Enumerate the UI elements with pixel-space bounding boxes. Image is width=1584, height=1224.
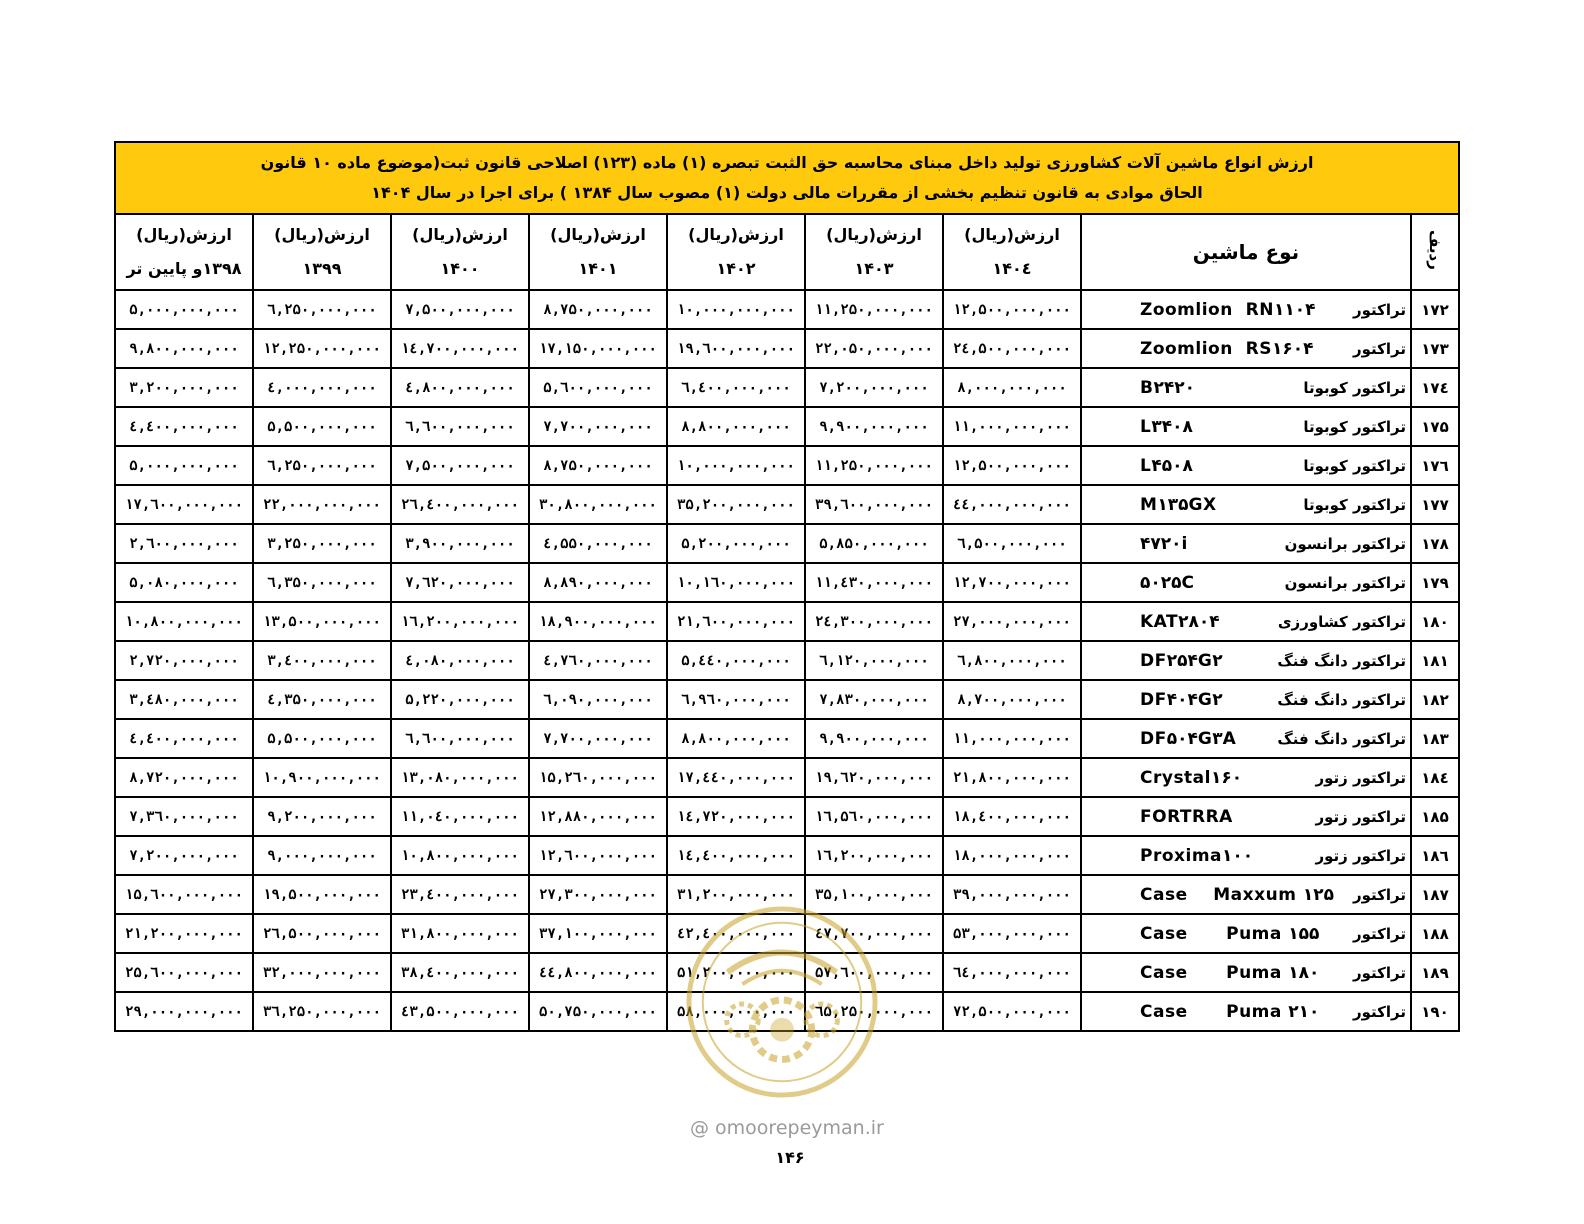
- header-year: ۱۴۰۱: [578, 259, 618, 278]
- row-number: ۱۷۹: [1411, 563, 1459, 602]
- value-cell: ۲٤,۵۰۰,۰۰۰,۰۰۰: [943, 329, 1081, 368]
- value-cell: ٦,٦۰۰,۰۰۰,۰۰۰: [391, 407, 529, 446]
- header-value-label: ارزش(ریال): [550, 225, 646, 244]
- value-cell: ۳,۹۰۰,۰۰۰,۰۰۰: [391, 524, 529, 563]
- row-number: ۱۸۷: [1411, 875, 1459, 914]
- value-cell: ۵,٤٤۰,۰۰۰,۰۰۰: [667, 641, 805, 680]
- value-cell: ۳۱,۲۰۰,۰۰۰,۰۰۰: [667, 875, 805, 914]
- machine-model: DF۲۵۴G۲: [1140, 650, 1223, 671]
- machine-cell: [1081, 524, 1411, 563]
- value-cell: ٤۲,٤۰۰,۰۰۰,۰۰۰: [667, 914, 805, 953]
- header-year-1400: [391, 214, 529, 290]
- value-cell: ۲٦,٤۰۰,۰۰۰,۰۰۰: [391, 485, 529, 524]
- header-value-label: ارزش(ریال): [274, 225, 370, 244]
- machine-cell: [1081, 953, 1411, 992]
- value-cell: ۱۰,۰۰۰,۰۰۰,۰۰۰: [667, 446, 805, 485]
- value-cell: ٦,۳۵۰,۰۰۰,۰۰۰: [253, 563, 391, 602]
- header-year: ۱۳۹۹: [302, 259, 342, 278]
- value-cell: ٤,۰۰۰,۰۰۰,۰۰۰: [253, 368, 391, 407]
- value-cell: ۱۹,٦۰۰,۰۰۰,۰۰۰: [667, 329, 805, 368]
- value-cell: ۳٦,۲۵۰,۰۰۰,۰۰۰: [253, 992, 391, 1031]
- value-cell: ٤,۸۰۰,۰۰۰,۰۰۰: [391, 368, 529, 407]
- value-cell: ۳,۲۵۰,۰۰۰,۰۰۰: [253, 524, 391, 563]
- value-cell: ۲۲,۰۵۰,۰۰۰,۰۰۰: [805, 329, 943, 368]
- table-row: [115, 407, 1459, 446]
- value-cell: ۳۵,۲۰۰,۰۰۰,۰۰۰: [667, 485, 805, 524]
- value-cell: ٤,۳۵۰,۰۰۰,۰۰۰: [253, 680, 391, 719]
- machine-model: Case Puma ۲۱۰: [1140, 1001, 1320, 1022]
- value-cell: ٦,٦۰۰,۰۰۰,۰۰۰: [391, 719, 529, 758]
- row-number: ۱۷۲: [1411, 290, 1459, 329]
- header-row-number: ردیف: [1426, 230, 1444, 270]
- header-value-label: ارزش(ریال): [964, 225, 1060, 244]
- table-row: [115, 563, 1459, 602]
- value-cell: ۱۱,۲۵۰,۰۰۰,۰۰۰: [805, 290, 943, 329]
- value-cell: ٦,۱۲۰,۰۰۰,۰۰۰: [805, 641, 943, 680]
- row-number: ۱۸۹: [1411, 953, 1459, 992]
- row-number: ۱۷۵: [1411, 407, 1459, 446]
- value-cell: ۱۱,٤۳۰,۰۰۰,۰۰۰: [805, 563, 943, 602]
- seal-watermark-icon: [683, 903, 881, 1101]
- value-cell: ۱۳,۵۰۰,۰۰۰,۰۰۰: [253, 602, 391, 641]
- value-cell: ۲۹,۰۰۰,۰۰۰,۰۰۰: [115, 992, 253, 1031]
- machine-cell: [1081, 602, 1411, 641]
- machine-type: تراکتور دانگ فنگ: [1277, 690, 1406, 709]
- value-cell: ٤۳,۵۰۰,۰۰۰,۰۰۰: [391, 992, 529, 1031]
- value-cell: ۱۰,۹۰۰,۰۰۰,۰۰۰: [253, 758, 391, 797]
- header-year-1404: [943, 214, 1081, 290]
- value-cell: ۱۰,۸۰۰,۰۰۰,۰۰۰: [391, 836, 529, 875]
- machine-model: Crystal۱۶۰: [1140, 767, 1243, 788]
- machine-model: L۴۵۰۸: [1140, 455, 1193, 476]
- value-cell: ۱۲,۷۰۰,۰۰۰,۰۰۰: [943, 563, 1081, 602]
- value-cell: ۱٦,۲۰۰,۰۰۰,۰۰۰: [805, 836, 943, 875]
- header-value-label: ارزش(ریال): [826, 225, 922, 244]
- machine-type: تراکتور کوبوتا: [1303, 378, 1406, 397]
- value-cell: ۵۸,۰۰۰,۰۰۰,۰۰۰: [667, 992, 805, 1031]
- machine-type: تراکتور دانگ فنگ: [1277, 729, 1406, 748]
- value-cell: ۹,۹۰۰,۰۰۰,۰۰۰: [805, 407, 943, 446]
- machine-type: تراکتور کوبوتا: [1303, 495, 1406, 514]
- value-cell: ۱۰,۸۰۰,۰۰۰,۰۰۰: [115, 602, 253, 641]
- row-number: ۱۸۳: [1411, 719, 1459, 758]
- machine-model: B۲۴۲۰: [1140, 377, 1195, 398]
- header-value-label: ارزش(ریال): [688, 225, 784, 244]
- header-value-label: ارزش(ریال): [136, 225, 232, 244]
- value-cell: ۳۱,۸۰۰,۰۰۰,۰۰۰: [391, 914, 529, 953]
- value-cell: ٦,۲۵۰,۰۰۰,۰۰۰: [253, 446, 391, 485]
- machine-model: Case Puma ۱۸۰: [1140, 962, 1320, 983]
- machine-type: تراکتور دانگ فنگ: [1277, 651, 1406, 670]
- table-row: [115, 641, 1459, 680]
- value-cell: ۱٤,۷۰۰,۰۰۰,۰۰۰: [391, 329, 529, 368]
- value-cell: ۱۵,۲٦۰,۰۰۰,۰۰۰: [529, 758, 667, 797]
- value-cell: ۱۷,٦۰۰,۰۰۰,۰۰۰: [115, 485, 253, 524]
- title-cell: [115, 142, 1459, 214]
- value-cell: ٦,۲۵۰,۰۰۰,۰۰۰: [253, 290, 391, 329]
- value-cell: ۳۹,٦۰۰,۰۰۰,۰۰۰: [805, 485, 943, 524]
- value-cell: ۱٤,۷۲۰,۰۰۰,۰۰۰: [667, 797, 805, 836]
- machine-type: تراکتور زتور: [1315, 846, 1406, 865]
- header-year-1398: [115, 214, 253, 290]
- row-number: ۱۹۰: [1411, 992, 1459, 1031]
- machine-cell: [1081, 290, 1411, 329]
- value-cell: ۱۱,۰۰۰,۰۰۰,۰۰۰: [943, 719, 1081, 758]
- value-cell: ۱۸,٤۰۰,۰۰۰,۰۰۰: [943, 797, 1081, 836]
- machine-model: Case Maxxum ۱۲۵: [1140, 884, 1334, 905]
- row-number: ۱۷۷: [1411, 485, 1459, 524]
- machine-cell: [1081, 446, 1411, 485]
- machine-type: تراکتور کوبوتا: [1303, 417, 1406, 436]
- machine-type: تراکتور کوبوتا: [1303, 456, 1406, 475]
- header-year: ۱۴۰۳: [854, 259, 894, 278]
- row-number: ۱۷٤: [1411, 368, 1459, 407]
- value-cell: ۹,۲۰۰,۰۰۰,۰۰۰: [253, 797, 391, 836]
- header-year: ۱۴۰۰: [440, 259, 480, 278]
- value-cell: ٦٤,۰۰۰,۰۰۰,۰۰۰: [943, 953, 1081, 992]
- value-cell: ۳۹,۰۰۰,۰۰۰,۰۰۰: [943, 875, 1081, 914]
- value-cell: ۱۲,٦۰۰,۰۰۰,۰۰۰: [529, 836, 667, 875]
- value-cell: ۵۰,۷۵۰,۰۰۰,۰۰۰: [529, 992, 667, 1031]
- machine-model: FORTRRA: [1140, 806, 1233, 827]
- value-cell: ۲۷,۰۰۰,۰۰۰,۰۰۰: [943, 602, 1081, 641]
- machine-cell: [1081, 992, 1411, 1031]
- header-year: ۱۴۰٤: [992, 259, 1032, 278]
- machine-model: KAT۲۸۰۴: [1140, 611, 1220, 632]
- value-cell: ۲,۷۲۰,۰۰۰,۰۰۰: [115, 641, 253, 680]
- value-cell: ۱٦,۵٦۰,۰۰۰,۰۰۰: [805, 797, 943, 836]
- machine-cell: [1081, 329, 1411, 368]
- value-cell: ۷۲,۵۰۰,۰۰۰,۰۰۰: [943, 992, 1081, 1031]
- value-cell: ۵,۰۸۰,۰۰۰,۰۰۰: [115, 563, 253, 602]
- machine-type: تراکتور: [1353, 300, 1406, 319]
- value-cell: ۸,۷۲۰,۰۰۰,۰۰۰: [115, 758, 253, 797]
- value-cell: ٤٤,۰۰۰,۰۰۰,۰۰۰: [943, 485, 1081, 524]
- value-cell: ۵,۵۰۰,۰۰۰,۰۰۰: [253, 719, 391, 758]
- value-cell: ۵۱,۲۰۰,۰۰۰,۰۰۰: [667, 953, 805, 992]
- value-cell: ۱۸,۰۰۰,۰۰۰,۰۰۰: [943, 836, 1081, 875]
- value-cell: ۲۱,٦۰۰,۰۰۰,۰۰۰: [667, 602, 805, 641]
- value-cell: ۵,۲۲۰,۰۰۰,۰۰۰: [391, 680, 529, 719]
- value-cell: ۱۱,۰٤۰,۰۰۰,۰۰۰: [391, 797, 529, 836]
- machine-cell: [1081, 407, 1411, 446]
- header-machine-type: نوع ماشین: [1081, 214, 1411, 290]
- value-cell: ۱۷,۱۵۰,۰۰۰,۰۰۰: [529, 329, 667, 368]
- value-cell: ۹,۹۰۰,۰۰۰,۰۰۰: [805, 719, 943, 758]
- value-cell: ۱۵,٦۰۰,۰۰۰,۰۰۰: [115, 875, 253, 914]
- machine-model: Proxima۱۰۰: [1140, 845, 1254, 866]
- value-cell: ٤۷,۷۰۰,۰۰۰,۰۰۰: [805, 914, 943, 953]
- table-row: [115, 368, 1459, 407]
- header-year-1403: [805, 214, 943, 290]
- row-number: ۱۸۵: [1411, 797, 1459, 836]
- table-row: [115, 680, 1459, 719]
- value-cell: ۵,۲۰۰,۰۰۰,۰۰۰: [667, 524, 805, 563]
- value-cell: ۳۰,۸۰۰,۰۰۰,۰۰۰: [529, 485, 667, 524]
- machine-model: Zoomlion RS۱۶۰۴: [1140, 338, 1314, 359]
- header-year: ۱۴۰۲: [716, 259, 756, 278]
- value-cell: ۵,٦۰۰,۰۰۰,۰۰۰: [529, 368, 667, 407]
- machine-type: تراکتور: [1353, 885, 1406, 904]
- value-cell: ٦,۰۹۰,۰۰۰,۰۰۰: [529, 680, 667, 719]
- value-cell: ۵۷,٦۰۰,۰۰۰,۰۰۰: [805, 953, 943, 992]
- value-cell: ۲۵,٦۰۰,۰۰۰,۰۰۰: [115, 953, 253, 992]
- value-cell: ٤,۷٦۰,۰۰۰,۰۰۰: [529, 641, 667, 680]
- value-cell: ۷,۲۰۰,۰۰۰,۰۰۰: [115, 836, 253, 875]
- value-cell: ۱۱,۰۰۰,۰۰۰,۰۰۰: [943, 407, 1081, 446]
- header-value-label: ارزش(ریال): [412, 225, 508, 244]
- table-row: [115, 719, 1459, 758]
- header-row-number-cell: [1411, 214, 1459, 290]
- value-cell: ۷,۳٦۰,۰۰۰,۰۰۰: [115, 797, 253, 836]
- value-cell: ۸,۰۰۰,۰۰۰,۰۰۰: [943, 368, 1081, 407]
- title-line-1: ارزش انواع ماشین آلات کشاورزی تولید داخل مبنای محاسبه حق الثبت تبصره (۱) ماده (۱۲۳) اصلاحی قانون ثبت(موضوع ماده ۱۰ قانون: [260, 153, 1314, 172]
- machine-model: L۳۴۰۸: [1140, 416, 1193, 437]
- row-number: ۱۷۳: [1411, 329, 1459, 368]
- machine-type: تراکتور برانسون: [1284, 573, 1406, 592]
- value-cell: ۵۳,۰۰۰,۰۰۰,۰۰۰: [943, 914, 1081, 953]
- value-cell: ۲۲,۰۰۰,۰۰۰,۰۰۰: [253, 485, 391, 524]
- value-cell: ۹,۰۰۰,۰۰۰,۰۰۰: [253, 836, 391, 875]
- value-cell: ۲۳,٤۰۰,۰۰۰,۰۰۰: [391, 875, 529, 914]
- row-number: ۱۷۸: [1411, 524, 1459, 563]
- value-cell: ۲٦,۵۰۰,۰۰۰,۰۰۰: [253, 914, 391, 953]
- row-number: ۱۸٤: [1411, 758, 1459, 797]
- machine-type: تراکتور: [1353, 1002, 1406, 1021]
- value-cell: ۱۰,۱٦۰,۰۰۰,۰۰۰: [667, 563, 805, 602]
- table-row: [115, 329, 1459, 368]
- title-line-2: الحاق موادی به قانون تنظیم بخشی از مقررات مالی دولت (۱) مصوب سال ۱۳۸۴ ) برای اجرا در سال ۱۴۰۴: [371, 183, 1203, 202]
- value-cell: ۲,٦۰۰,۰۰۰,۰۰۰: [115, 524, 253, 563]
- header-year-1399: [253, 214, 391, 290]
- machine-cell: [1081, 641, 1411, 680]
- machine-cell: [1081, 836, 1411, 875]
- value-cell: ۵,۸۵۰,۰۰۰,۰۰۰: [805, 524, 943, 563]
- value-cell: ٤,٤۰۰,۰۰۰,۰۰۰: [115, 407, 253, 446]
- row-number: ۱۷٦: [1411, 446, 1459, 485]
- machine-cell: [1081, 680, 1411, 719]
- value-cell: ۸,۸۰۰,۰۰۰,۰۰۰: [667, 719, 805, 758]
- machine-model: DF۵۰۴G۳A: [1140, 728, 1237, 749]
- value-cell: ۵,۵۰۰,۰۰۰,۰۰۰: [253, 407, 391, 446]
- machine-cell: [1081, 914, 1411, 953]
- machine-cell: [1081, 368, 1411, 407]
- header-row: [115, 214, 1459, 290]
- value-cell: ۳۵,۱۰۰,۰۰۰,۰۰۰: [805, 875, 943, 914]
- value-cell: ۷,۲۰۰,۰۰۰,۰۰۰: [805, 368, 943, 407]
- value-cell: ۱۹,٦۲۰,۰۰۰,۰۰۰: [805, 758, 943, 797]
- table-row: [115, 290, 1459, 329]
- header-year-1401: [529, 214, 667, 290]
- value-cell: ٤٤,۸۰۰,۰۰۰,۰۰۰: [529, 953, 667, 992]
- table-row: [115, 836, 1459, 875]
- machine-type: تراکتور برانسون: [1284, 534, 1406, 553]
- value-cell: ٤,۰۸۰,۰۰۰,۰۰۰: [391, 641, 529, 680]
- value-cell: ٦۵,۲۵۰,۰۰۰,۰۰۰: [805, 992, 943, 1031]
- table-row: [115, 446, 1459, 485]
- machine-model: Zoomlion RN۱۱۰۴: [1140, 299, 1316, 320]
- machine-cell: [1081, 719, 1411, 758]
- value-cell: ۷,۵۰۰,۰۰۰,۰۰۰: [391, 446, 529, 485]
- machine-type: تراکتور: [1353, 963, 1406, 982]
- title-row: [115, 142, 1459, 214]
- footer-site: @ omoorepeyman.ir: [690, 1117, 884, 1139]
- row-number: ۱۸۱: [1411, 641, 1459, 680]
- value-cell: ۱۱,۲۵۰,۰۰۰,۰۰۰: [805, 446, 943, 485]
- value-cell: ۷,۷۰۰,۰۰۰,۰۰۰: [529, 719, 667, 758]
- value-cell: ۵,۰۰۰,۰۰۰,۰۰۰: [115, 446, 253, 485]
- value-cell: ۱۲,۵۰۰,۰۰۰,۰۰۰: [943, 290, 1081, 329]
- value-cell: ۱۳,۰۸۰,۰۰۰,۰۰۰: [391, 758, 529, 797]
- table-row: [115, 485, 1459, 524]
- header-year-1402: [667, 214, 805, 290]
- machine-type: تراکتور زتور: [1315, 807, 1406, 826]
- machine-cell: [1081, 563, 1411, 602]
- row-number: ۱۸۲: [1411, 680, 1459, 719]
- value-cell: ۹,۸۰۰,۰۰۰,۰۰۰: [115, 329, 253, 368]
- machine-type: تراکتور زتور: [1315, 768, 1406, 787]
- value-cell: ۸,۷۵۰,۰۰۰,۰۰۰: [529, 446, 667, 485]
- row-number: ۱۸۸: [1411, 914, 1459, 953]
- value-cell: ۱۷,٤٤۰,۰۰۰,۰۰۰: [667, 758, 805, 797]
- value-cell: ۷,۵۰۰,۰۰۰,۰۰۰: [391, 290, 529, 329]
- value-cell: ۳,٤۸۰,۰۰۰,۰۰۰: [115, 680, 253, 719]
- machine-cell: [1081, 485, 1411, 524]
- value-cell: ۲۱,۲۰۰,۰۰۰,۰۰۰: [115, 914, 253, 953]
- value-cell: ٦,٤۰۰,۰۰۰,۰۰۰: [667, 368, 805, 407]
- price-table: [114, 141, 1460, 1032]
- value-cell: ۱٦,۲۰۰,۰۰۰,۰۰۰: [391, 602, 529, 641]
- value-cell: ٦,۹٦۰,۰۰۰,۰۰۰: [667, 680, 805, 719]
- machine-model: ۴۷۲۰i: [1140, 533, 1188, 554]
- machine-cell: [1081, 758, 1411, 797]
- value-cell: ۳,٤۰۰,۰۰۰,۰۰۰: [253, 641, 391, 680]
- header-year: ۱۳۹۸و پایین تر: [126, 259, 242, 278]
- row-number: ۱۸٦: [1411, 836, 1459, 875]
- machine-type: تراکتور: [1353, 924, 1406, 943]
- value-cell: ۸,۷۵۰,۰۰۰,۰۰۰: [529, 290, 667, 329]
- value-cell: ٤,۵۵۰,۰۰۰,۰۰۰: [529, 524, 667, 563]
- value-cell: ۱۸,۹۰۰,۰۰۰,۰۰۰: [529, 602, 667, 641]
- value-cell: ۷,٦۲۰,۰۰۰,۰۰۰: [391, 563, 529, 602]
- machine-type: تراکتور: [1353, 339, 1406, 358]
- value-cell: ۸,۸۰۰,۰۰۰,۰۰۰: [667, 407, 805, 446]
- value-cell: ۳۸,٤۰۰,۰۰۰,۰۰۰: [391, 953, 529, 992]
- machine-type: تراکتور کشاورزی: [1277, 612, 1406, 631]
- page-number: ۱۴۶: [775, 1148, 805, 1167]
- value-cell: ۱۲,۲۵۰,۰۰۰,۰۰۰: [253, 329, 391, 368]
- value-cell: ٦,۵۰۰,۰۰۰,۰۰۰: [943, 524, 1081, 563]
- value-cell: ۷,۸۳۰,۰۰۰,۰۰۰: [805, 680, 943, 719]
- machine-model: DF۴۰۴G۲: [1140, 689, 1223, 710]
- value-cell: ۳۲,۰۰۰,۰۰۰,۰۰۰: [253, 953, 391, 992]
- value-cell: ۱۹,۵۰۰,۰۰۰,۰۰۰: [253, 875, 391, 914]
- machine-model: M۱۳۵GX: [1140, 494, 1217, 515]
- value-cell: ۸,۷۰۰,۰۰۰,۰۰۰: [943, 680, 1081, 719]
- footer-site-text: omoorepeyman.ir: [715, 1117, 884, 1139]
- value-cell: ۱۲,۵۰۰,۰۰۰,۰۰۰: [943, 446, 1081, 485]
- value-cell: ۲٤,۳۰۰,۰۰۰,۰۰۰: [805, 602, 943, 641]
- value-cell: ۱٤,٤۰۰,۰۰۰,۰۰۰: [667, 836, 805, 875]
- machine-model: ۵۰۲۵C: [1140, 572, 1195, 593]
- value-cell: ۳۷,۱۰۰,۰۰۰,۰۰۰: [529, 914, 667, 953]
- value-cell: ۵,۰۰۰,۰۰۰,۰۰۰: [115, 290, 253, 329]
- value-cell: ۲۷,۳۰۰,۰۰۰,۰۰۰: [529, 875, 667, 914]
- machine-model: Case Puma ۱۵۵: [1140, 923, 1320, 944]
- value-cell: ۲۱,۸۰۰,۰۰۰,۰۰۰: [943, 758, 1081, 797]
- value-cell: ۱۲,۸۸۰,۰۰۰,۰۰۰: [529, 797, 667, 836]
- value-cell: ۱۰,۰۰۰,۰۰۰,۰۰۰: [667, 290, 805, 329]
- value-cell: ۷,۷۰۰,۰۰۰,۰۰۰: [529, 407, 667, 446]
- value-cell: ۸,۸۹۰,۰۰۰,۰۰۰: [529, 563, 667, 602]
- value-cell: ۳,۲۰۰,۰۰۰,۰۰۰: [115, 368, 253, 407]
- table-row: [115, 602, 1459, 641]
- machine-cell: [1081, 875, 1411, 914]
- row-number: ۱۸۰: [1411, 602, 1459, 641]
- machine-cell: [1081, 797, 1411, 836]
- table-row: [115, 524, 1459, 563]
- table-row: [115, 758, 1459, 797]
- value-cell: ٤,٤۰۰,۰۰۰,۰۰۰: [115, 719, 253, 758]
- table-row: [115, 797, 1459, 836]
- value-cell: ٦,۸۰۰,۰۰۰,۰۰۰: [943, 641, 1081, 680]
